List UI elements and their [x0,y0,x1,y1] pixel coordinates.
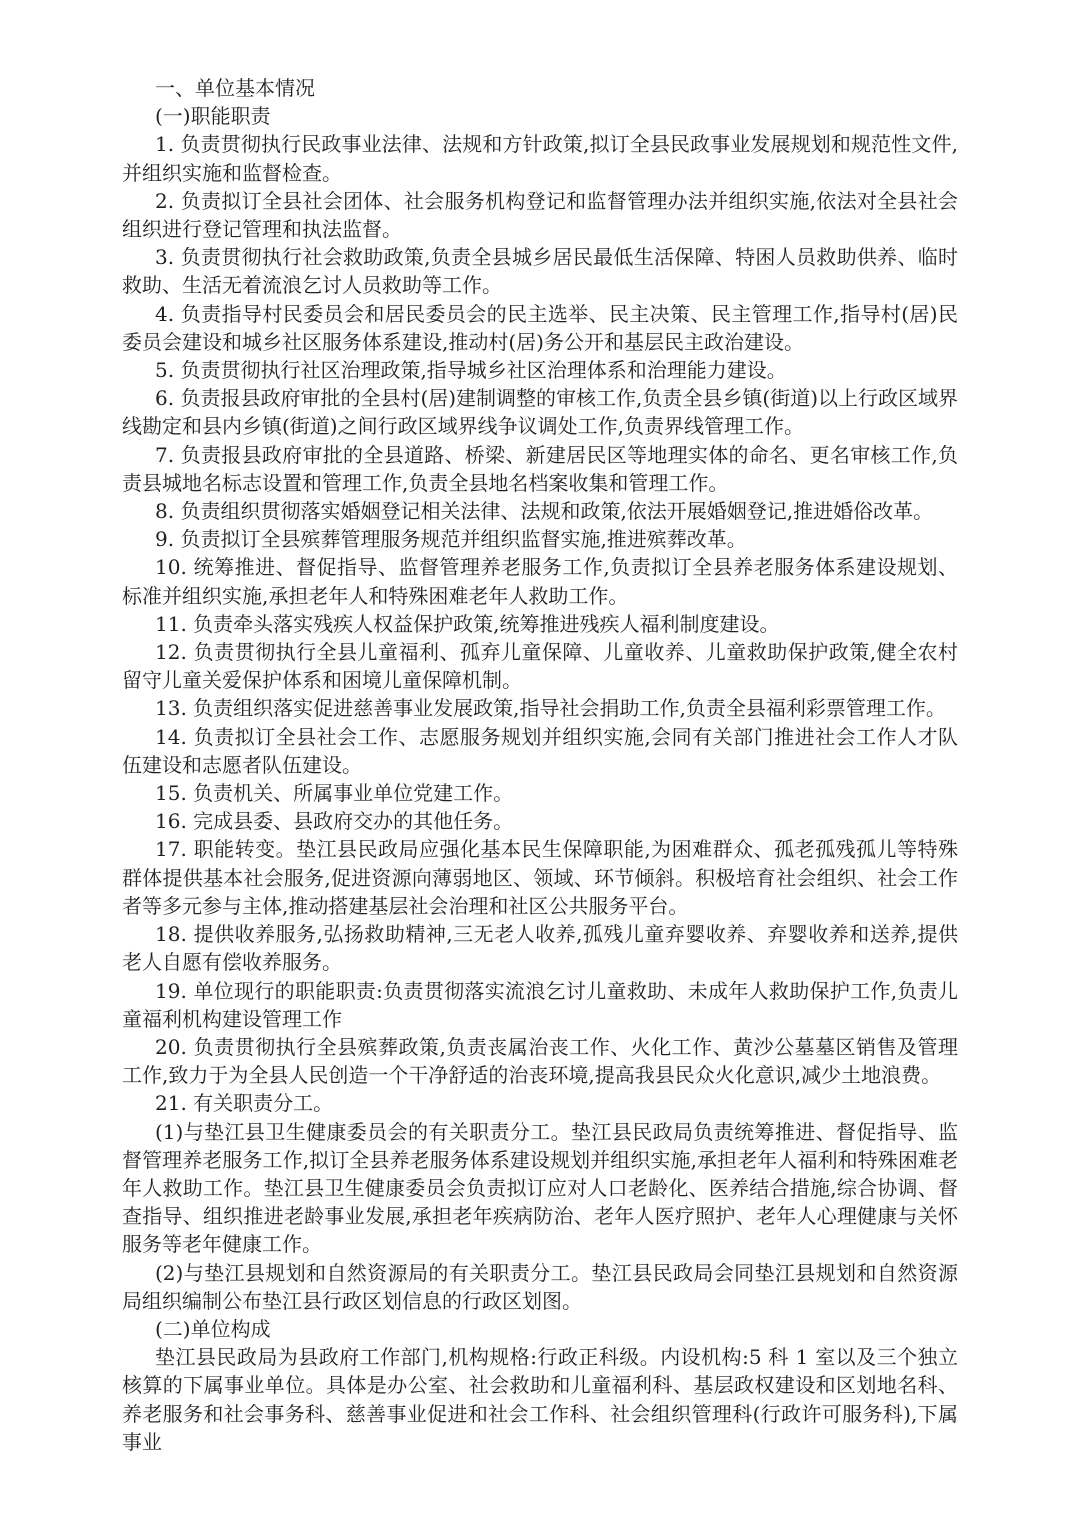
unit-composition-paragraph: 垫江县民政局为县政府工作部门,机构规格:行政正科级。内设机构:5 科 1 室以及三个独立核算的下属事业单位。具体是办公室、社会救助和儿童福利科、基层政权建设和区划地名科、养老服务和社会事务科、慈善事业促进和社会工作科、社会组织管理科(行政许可服务科),下属事业 [122,1345,958,1454]
heading-duties: (一)职能职责 [155,104,271,129]
duty-item-20: 20. 负责贯彻执行全县殡葬政策,负责丧属治丧工作、火化工作、黄沙公墓墓区销售及管理工作,致力于为全县人民创造一个干净舒适的治丧环境,提高我县民众火化意识,减少土地浪费。 [122,1034,958,1088]
duty-item-15: 15. 负责机关、所属事业单位党建工作。 [155,781,514,806]
duty-item-16: 16. 完成县委、县政府交办的其他任务。 [155,809,514,834]
duty-item-7: 7. 负责报县政府审批的全县道路、桥梁、新建居民区等地理实体的命名、更名审核工作,负责县城地名标志设置和管理工作,负责全县地名档案收集和管理工作。 [122,442,958,495]
duty-item-21-sub-1: (1)与垫江县卫生健康委员会的有关职责分工。垫江县民政局负责统筹推进、督促指导、监督管理养老服务工作,拟订全县养老服务体系建设规划并组织实施,承担老年人福利和特殊困难老年人救助工作。垫江县卫生健康委员会负责拟订应对人口老龄化、医养结合措施,综合协调、督查指导、组织推进老龄事业发展,承担老年疾病防治、老年人医疗照护、老年人心理健康与关怀服务等老年健康工作。 [122,1119,958,1257]
duty-item-5: 5. 负责贯彻执行社区治理政策,指导城乡社区治理体系和治理能力建设。 [155,358,787,383]
heading-unit-composition: (二)单位构成 [155,1316,271,1341]
document-page [122,74,958,1456]
duty-item-13: 13. 负责组织落实促进慈善事业发展政策,指导社会捐助工作,负责全县福利彩票管理工作。 [155,696,946,721]
duty-item-11: 11. 负责牵头落实残疾人权益保护政策,统筹推进残疾人福利制度建设。 [155,611,780,636]
duty-item-14: 14. 负责拟订全县社会工作、志愿服务规划并组织实施,会同有关部门推进社会工作人才队伍建设和志愿者队伍建设。 [122,724,958,777]
duty-item-18: 18. 提供收养服务,弘扬救助精神,三无老人收养,孤残儿童弃婴收养、弃婴收养和送养,提供老人自愿有偿收养服务。 [122,922,958,975]
duty-item-21: 21. 有关职责分工。 [155,1091,334,1116]
duty-item-3: 3. 负责贯彻执行社会救助政策,负责全县城乡居民最低生活保障、特困人员救助供养、临时救助、生活无着流浪乞讨人员救助等工作。 [122,245,958,298]
duty-item-6: 6. 负责报县政府审批的全县村(居)建制调整的审核工作,负责全县乡镇(街道)以上行政区域界线勘定和县内乡镇(街道)之间行政区域界线争议调处工作,负责界线管理工作。 [122,386,959,439]
duty-item-12: 12. 负责贯彻执行全县儿童福利、孤弃儿童保障、儿童收养、儿童救助保护政策,健全农村留守儿童关爱保护体系和困境儿童保障机制。 [122,640,958,693]
duty-item-21-sub-2: (2)与垫江县规划和自然资源局的有关职责分工。垫江县民政局会同垫江县规划和自然资源局组织编制公布垫江县行政区划信息的行政区划图。 [122,1260,958,1313]
duty-item-1: 1. 负责贯彻执行民政事业法律、法规和方针政策,拟订全县民政事业发展规划和规范性文件,并组织实施和监督检查。 [122,132,958,185]
duty-item-19: 19. 单位现行的职能职责:负责贯彻落实流浪乞讨儿童救助、未成年人救助保护工作,负责儿童福利机构建设管理工作 [122,978,958,1031]
duty-item-4: 4. 负责指导村民委员会和居民委员会的民主选举、民主决策、民主管理工作,指导村(居)民委员会建设和城乡社区服务体系建设,推动村(居)务公开和基层民主政治建设。 [122,301,958,354]
duty-item-8: 8. 负责组织贯彻落实婚姻登记相关法律、法规和政策,依法开展婚姻登记,推进婚俗改革。 [155,499,934,524]
duty-item-17: 17. 职能转变。垫江县民政局应强化基本民生保障职能,为困难群众、孤老孤残孤儿等特殊群体提供基本社会服务,促进资源向薄弱地区、领域、环节倾斜。积极培育社会组织、社会工作者等多元参与主体,推动搭建基层社会治理和社区公共服务平台。 [122,837,958,918]
heading-unit-basic-info: 一、单位基本情况 [155,76,315,100]
duty-item-9: 9. 负责拟订全县殡葬管理服务规范并组织监督实施,推进殡葬改革。 [155,527,747,552]
duty-item-10: 10. 统筹推进、督促指导、监督管理养老服务工作,负责拟订全县养老服务体系建设规划、标准并组织实施,承担老年人和特殊困难老年人救助工作。 [122,555,958,608]
duty-item-2: 2. 负责拟订全县社会团体、社会服务机构登记和监督管理办法并组织实施,依法对全县社会组织进行登记管理和执法监督。 [122,188,958,242]
